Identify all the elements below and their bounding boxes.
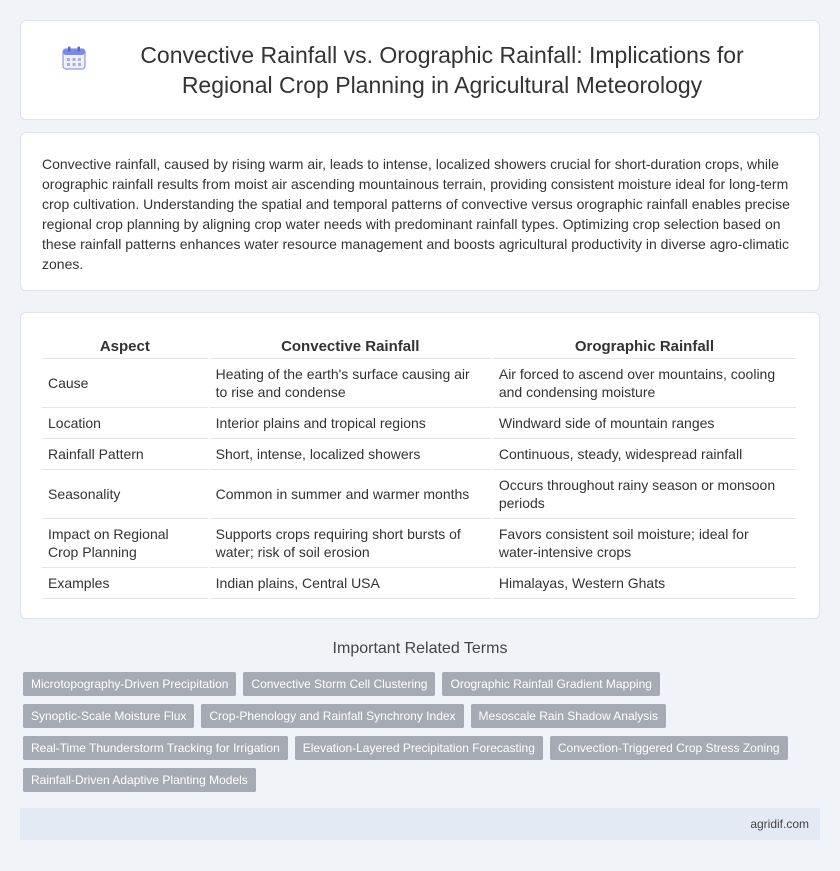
comparison-table: [40, 333, 798, 599]
intro-paragraph: Convective rainfall, caused by rising warm air, leads to intense, localized showers crucial for short-duration crops, while orographic rainfall results from moist air ascending mountainous terrain, providing consistent moisture ideal for long-term crop cultivation. Understanding the spatial and temporal patterns of convective versus orographic rainfall enables precise regional crop planning by aligning crop water needs with predominant rainfall types. Optimizing crop selection based on these rainfall patterns enhances water resource management and boosts agricultural productivity in diverse agro-climatic zones.: [42, 156, 790, 272]
page-title: Convective Rainfall vs. Orographic Rainfall: Implications for Regional Crop Planning in Agricultural Meteorology: [140, 42, 744, 98]
title-wrap: [21, 40, 819, 100]
table-cell: Heating of the earth's surface causing air to rise and condense: [210, 359, 491, 408]
intro-card: [20, 132, 820, 291]
column-header-convective: Convective Rainfall: [210, 333, 491, 359]
table-row: [42, 408, 796, 439]
table-cell: Windward side of mountain ranges: [493, 408, 796, 439]
related-term-tag[interactable]: Elevation-Layered Precipitation Forecasting: [295, 736, 543, 760]
related-term-tag[interactable]: Synoptic-Scale Moisture Flux: [23, 704, 194, 728]
related-term-tag[interactable]: Crop-Phenology and Rainfall Synchrony Index: [201, 704, 463, 728]
footer-site-link[interactable]: agridif.com: [750, 817, 809, 831]
table-cell: Indian plains, Central USA: [210, 568, 491, 599]
table-cell: Supports crops requiring short bursts of water; risk of soil erosion: [210, 519, 491, 568]
related-term-tag[interactable]: Rainfall-Driven Adaptive Planting Models: [23, 768, 256, 792]
table-cell: Air forced to ascend over mountains, cooling and condensing moisture: [493, 359, 796, 408]
related-terms-heading: Important Related Terms: [332, 640, 508, 657]
related-term-tag[interactable]: Microtopography-Driven Precipitation: [23, 672, 236, 696]
table-header-row: [42, 333, 796, 359]
table-cell: Rainfall Pattern: [42, 439, 208, 470]
comparison-table-card: [20, 312, 820, 619]
table-cell: Cause: [42, 359, 208, 408]
column-header-orographic: Orographic Rainfall: [493, 333, 796, 359]
table-cell: Common in summer and warmer months: [210, 470, 491, 519]
table-row: [42, 519, 796, 568]
related-term-tag[interactable]: Convection-Triggered Crop Stress Zoning: [550, 736, 788, 760]
table-row: [42, 359, 796, 408]
column-header-aspect: Aspect: [42, 333, 208, 359]
table-cell: Seasonality: [42, 470, 208, 519]
related-term-tag[interactable]: Orographic Rainfall Gradient Mapping: [442, 672, 659, 696]
table-cell: Interior plains and tropical regions: [210, 408, 491, 439]
header-card: [20, 20, 820, 120]
table-cell: Continuous, steady, widespread rainfall: [493, 439, 796, 470]
table-cell: Himalayas, Western Ghats: [493, 568, 796, 599]
footer: [20, 808, 820, 840]
related-term-tag[interactable]: Real-Time Thunderstorm Tracking for Irrigation: [23, 736, 288, 760]
calendar-icon: [61, 45, 87, 71]
table-cell: Favors consistent soil moisture; ideal for water-intensive crops: [493, 519, 796, 568]
table-cell: Short, intense, localized showers: [210, 439, 491, 470]
table-cell: Location: [42, 408, 208, 439]
table-cell: Examples: [42, 568, 208, 599]
related-term-tag[interactable]: Convective Storm Cell Clustering: [243, 672, 435, 696]
table-cell: Occurs throughout rainy season or monsoon periods: [493, 470, 796, 519]
table-cell: Impact on Regional Crop Planning: [42, 519, 208, 568]
related-terms-list: [23, 672, 813, 792]
table-row: [42, 568, 796, 599]
table-row: [42, 470, 796, 519]
table-row: [42, 439, 796, 470]
related-term-tag[interactable]: Mesoscale Rain Shadow Analysis: [471, 704, 666, 728]
